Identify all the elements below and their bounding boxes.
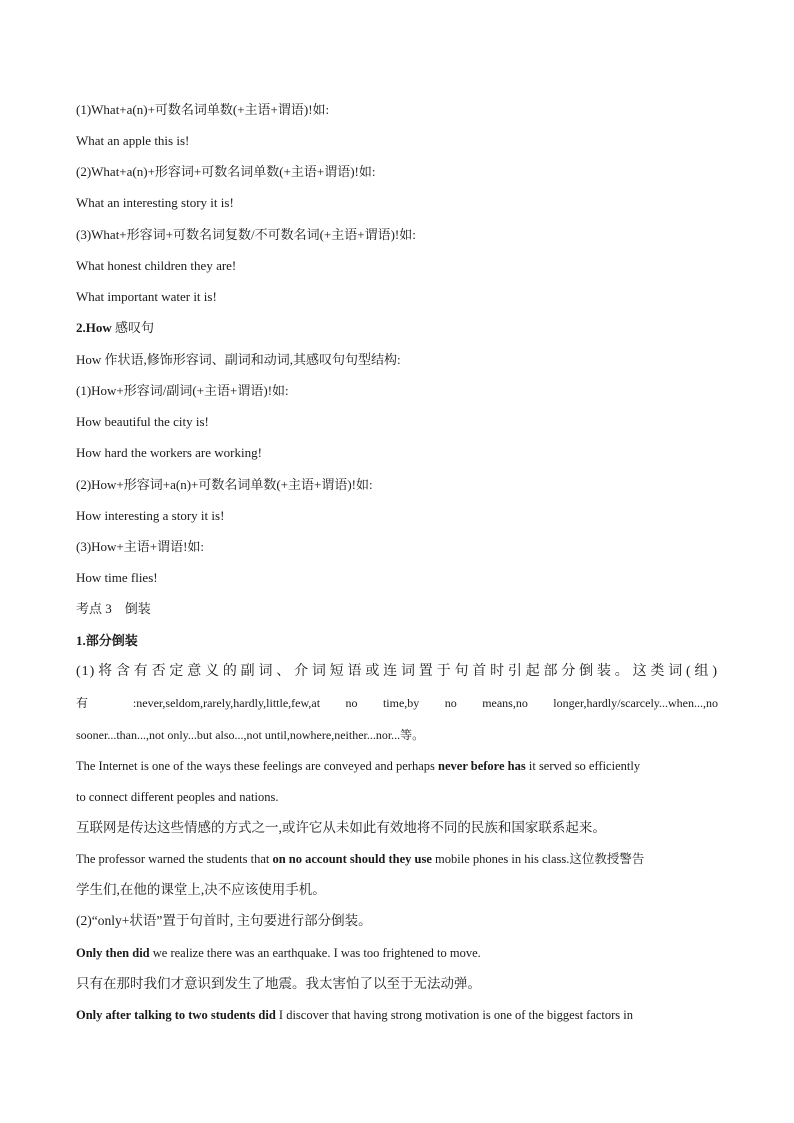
emphasis: never before has [438,759,526,773]
text-line: 互联网是传达这些情感的方式之一,或许它从未如此有效地将不同的民族和国家联系起来。 [76,820,606,835]
text-line: What honest children they are! [76,258,237,273]
text-line [76,758,718,774]
text-line: to connect different peoples and nations. [76,790,279,804]
text-span: The Internet is one of the ways these feelings are conveyed and perhaps [76,759,439,773]
text-line: What an apple this is! [76,133,190,148]
text-span: we realize there was an earthquake. I was too frightened to move. [149,946,481,960]
heading-number: 2.How [76,320,112,335]
text-span: The professor warned the students that [76,852,273,866]
text-line: 学生们,在他的课堂上,决不应该使用手机。 [76,882,326,897]
section-heading: 考点 3 倒装 [76,601,151,616]
text-line: How 作状语,修饰形容词、副词和动词,其感叹句句型结构: [76,352,401,367]
section-heading [76,320,718,336]
text-line: sooner...than...,not only...but also...,not until,nowhere,neither...nor...等。 [76,728,425,742]
text-line: (1)How+形容词/副词(+主语+谓语)!如: [76,383,289,398]
text-line: What an interesting story it is! [76,195,234,210]
heading-text: 感叹句 [111,320,155,335]
text-line [76,1007,718,1023]
text-line: How beautiful the city is! [76,414,209,429]
text-span: I discover that having strong motivation is one of the biggest factors in [275,1008,634,1022]
text-line [76,851,718,867]
text-line: How interesting a story it is! [76,508,225,523]
text-line: What important water it is! [76,289,217,304]
text-line: (1)将含有否定意义的副词、介词短语或连词置于句首时引起部分倒装。这类词(组) [76,664,718,679]
text-line: (2)“only+状语”置于句首时, 主句要进行部分倒装。 [76,913,372,928]
text-span: mobile phones in his class.这位教授警告 [431,852,645,866]
subsection-heading: 1.部分倒装 [76,633,138,648]
text-line: (3)How+主语+谓语!如: [76,539,205,554]
text-span: it served so efficiently [525,759,641,773]
text-line: How time flies! [76,570,158,585]
text-line: 只有在那时我们才意识到发生了地震。我太害怕了以至于无法动弹。 [76,976,481,991]
text-line [76,945,718,961]
text-line: (3)What+形容词+可数名词复数/不可数名词(+主语+谓语)!如: [76,227,416,242]
text-line: 有 :never,seldom,rarely,hardly,little,few,at no time,by no means,no longer,hardly/scarcely...when...,no [76,696,718,710]
emphasis: on no account should they use [272,852,432,866]
emphasis: Only then did [76,946,150,960]
emphasis: Only after talking to two students did [76,1008,276,1022]
text-line: (2)How+形容词+a(n)+可数名词单数(+主语+谓语)!如: [76,477,373,492]
text-line: How hard the workers are working! [76,445,262,460]
text-line: (1)What+a(n)+可数名词单数(+主语+谓语)!如: [76,102,330,117]
text-line: (2)What+a(n)+形容词+可数名词单数(+主语+谓语)!如: [76,164,376,179]
